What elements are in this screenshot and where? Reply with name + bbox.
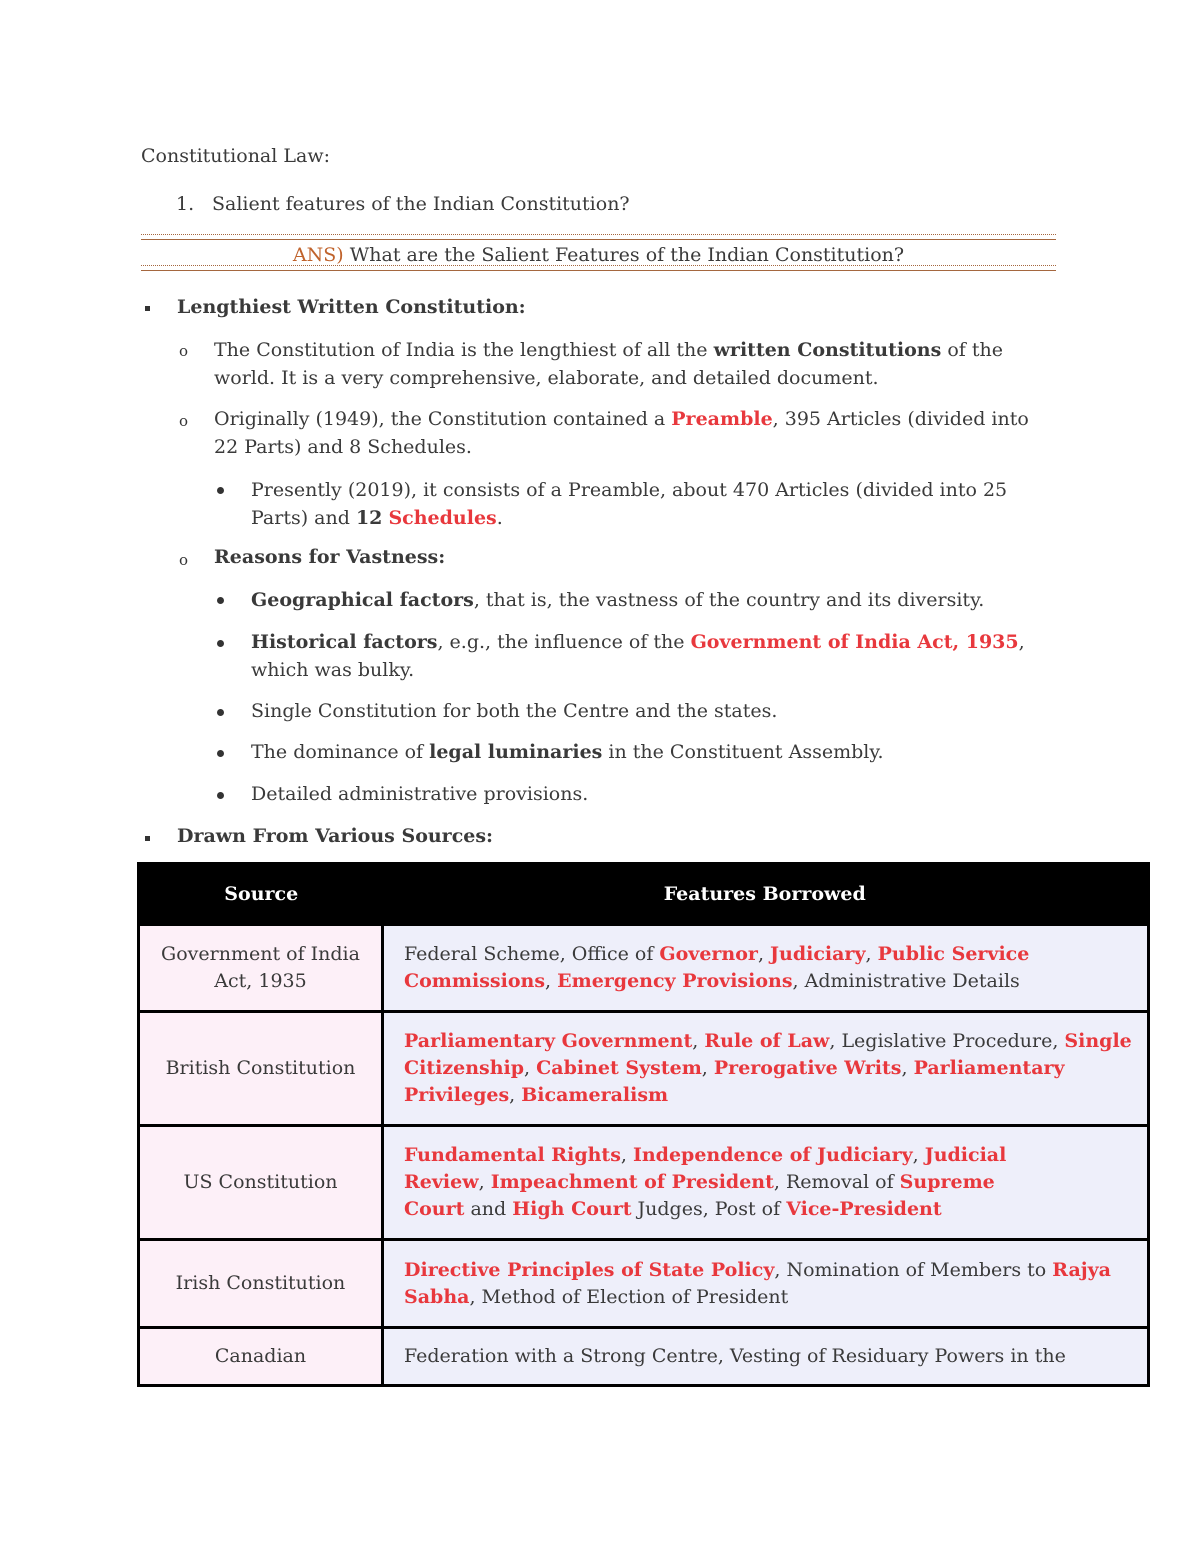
para-originally: Originally (1949), the Constitution contained a Preamble, 395 Articles (divided into 22 Parts) and 8 Schedules. xyxy=(214,408,1029,458)
square-bullet-icon xyxy=(145,306,150,311)
table-row xyxy=(139,1328,1149,1386)
reasons-heading: Reasons for Vastness: xyxy=(214,546,446,568)
top-rule xyxy=(141,234,1056,240)
question-number: 1. xyxy=(176,193,195,215)
table-row xyxy=(139,1012,1149,1126)
para-presently: Presently (2019), it consists of a Preamble, about 470 Articles (divided into 25 Parts) and 12 Schedules. xyxy=(251,479,1008,529)
ans-text: What are the Salient Features of the Indian Constitution? xyxy=(349,244,905,266)
square-bullet-icon xyxy=(145,836,150,841)
circle-bullet-icon: o xyxy=(179,551,189,569)
source-cell: British Constitution xyxy=(139,1012,383,1126)
circle-bullet-icon: o xyxy=(179,412,189,430)
source-cell: Government of India Act, 1935 xyxy=(139,925,383,1012)
ans-prefix: ANS) xyxy=(292,244,344,266)
source-cell: Canadian xyxy=(139,1328,383,1386)
question-text: Salient features of the Indian Constitution? xyxy=(212,193,630,215)
reason-administrative: Detailed administrative provisions. xyxy=(251,783,589,805)
doc-title: Constitutional Law: xyxy=(141,145,330,167)
dot-bullet-icon xyxy=(217,597,224,604)
reason-historical: Historical factors, e.g., the influence of the Government of India Act, 1935, which was bulky. xyxy=(251,631,1025,681)
source-cell: US Constitution xyxy=(139,1126,383,1240)
answer-heading xyxy=(141,244,1056,266)
features-cell: Directive Principles of State Policy, Nomination of Members to Rajya Sabha, Method of Election of President xyxy=(383,1240,1149,1328)
para-lengthiest: The Constitution of India is the lengthiest of all the written Constitutions of the world. It is a very comprehensive, elaborate, and detailed document. xyxy=(214,339,1003,389)
dot-bullet-icon xyxy=(217,792,224,799)
circle-bullet-icon: o xyxy=(179,342,189,360)
bottom-rule xyxy=(141,265,1056,271)
sources-table xyxy=(137,862,1150,1387)
features-cell: Federation with a Strong Centre, Vesting of Residuary Powers in the xyxy=(383,1328,1149,1386)
table-row xyxy=(139,925,1149,1012)
reason-single-constitution: Single Constitution for both the Centre and the states. xyxy=(251,700,778,722)
dot-bullet-icon xyxy=(217,640,224,647)
reason-geographical: Geographical factors, that is, the vastness of the country and its diversity. xyxy=(251,589,985,611)
dot-bullet-icon xyxy=(217,709,224,716)
section-heading-sources: Drawn From Various Sources: xyxy=(177,825,494,847)
header-features: Features Borrowed xyxy=(383,864,1149,925)
reason-legal-luminaries: The dominance of legal luminaries in the Constituent Assembly. xyxy=(251,741,884,763)
features-cell: Federal Scheme, Office of Governor, Judiciary, Public Service Commissions, Emergency Provisions, Administrative Details xyxy=(383,925,1149,1012)
table-row xyxy=(139,1240,1149,1328)
features-cell: Parliamentary Government, Rule of Law, Legislative Procedure, Single Citizenship, Cabinet System, Prerogative Writs, Parliamentary Privileges, Bicameralism xyxy=(383,1012,1149,1126)
table-row xyxy=(139,1126,1149,1240)
dot-bullet-icon xyxy=(217,487,224,494)
table-header-row xyxy=(139,864,1149,925)
section-heading-lengthiest: Lengthiest Written Constitution: xyxy=(177,296,526,318)
features-cell: Fundamental Rights, Independence of Judiciary, Judicial Review, Impeachment of President, Removal of Supreme Court and High Court Judges, Post of Vice-President xyxy=(383,1126,1149,1240)
source-cell: Irish Constitution xyxy=(139,1240,383,1328)
header-source: Source xyxy=(139,864,383,925)
dot-bullet-icon xyxy=(217,750,224,757)
